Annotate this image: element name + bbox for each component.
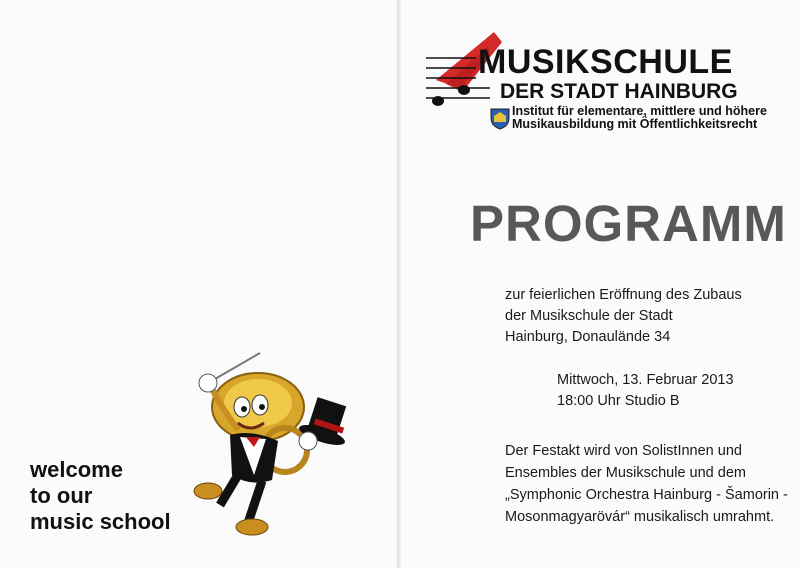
intro-line: der Musikschule der Stadt [505,308,673,324]
school-description-line: Institut für elementare, mittlere und höhere [512,104,767,118]
event-date-time [557,370,734,412]
date-line: Mittwoch, 13. Februar 2013 [557,372,734,388]
intro-line: zur feierlichen Eröffnung des Zubaus [505,287,742,303]
closing-line: Ensembles der Musikschule und dem [505,465,746,481]
closing-line: „Symphonic Orchestra Hainburg - Šamorin - [505,487,788,503]
time-location-line: 18:00 Uhr Studio B [557,393,680,409]
welcome-line: music school [30,509,171,534]
event-description [505,285,742,348]
welcome-line: to our [30,483,93,508]
closing-line: Mosonmagyarövár“ musikalisch umrahmt. [505,509,775,525]
intro-line: Hainburg, Donaulände 34 [505,329,671,345]
school-description-line: Musikausbildung mit Öffentlichkeitsrecht [512,117,758,131]
closing-line: Der Festakt wird von SolistInnen und [505,443,742,459]
welcome-text [30,457,171,535]
horn-conductor-mascot-illustration [180,345,380,540]
performers-note [505,440,788,528]
school-city: DER STADT HAINBURG [500,80,738,103]
school-name: MUSIKSCHULE [478,43,733,81]
coat-of-arms-icon [490,108,510,130]
welcome-line: welcome [30,457,123,482]
program-heading: PROGRAMM [470,195,787,252]
